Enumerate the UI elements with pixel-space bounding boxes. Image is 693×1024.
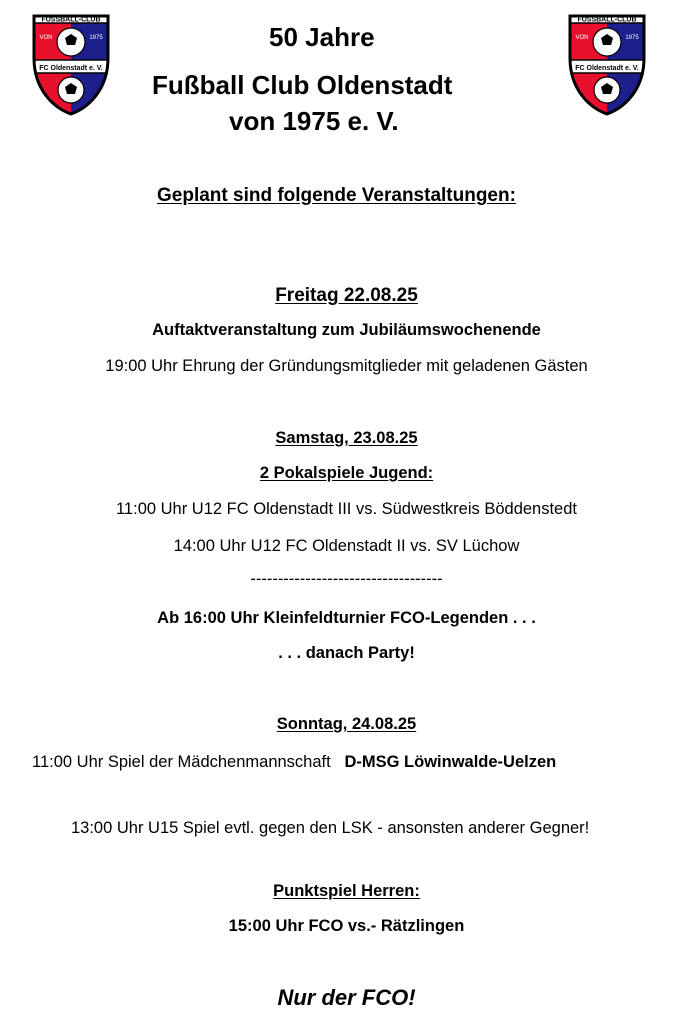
saturday-party: . . . danach Party! bbox=[278, 644, 415, 662]
club-logo-left bbox=[30, 12, 112, 118]
title-line-3: von 1975 e. V. bbox=[229, 106, 399, 136]
logo-right-text: 1975 bbox=[625, 35, 639, 41]
logo-left-text: VON bbox=[575, 35, 589, 41]
saturday-match-1: 11:00 Uhr U12 FC Oldenstadt III vs. Südwestkreis Böddenstedt bbox=[115, 500, 577, 518]
sunday-u15: 13:00 Uhr U15 Spiel evtl. gegen den LSK - ansonsten anderer Gegner! bbox=[71, 819, 590, 837]
logo-top-text: FUSSBALL-CLUB bbox=[41, 16, 101, 24]
saturday-divider: ----------------------------------- bbox=[250, 570, 443, 588]
sunday-girls-line bbox=[32, 753, 556, 772]
title-line-2: Fußball Club Oldenstadt bbox=[152, 70, 453, 100]
logo-top-text: FUSSBALL-CLUB bbox=[577, 16, 637, 24]
club-crest-icon bbox=[30, 12, 112, 118]
club-logo-right bbox=[566, 12, 648, 118]
saturday-date: Samstag, 23.08.25 bbox=[275, 429, 418, 447]
club-crest-icon bbox=[566, 12, 648, 118]
logo-band-text: FC Oldenstadt e. V. bbox=[39, 65, 103, 72]
sunday-date: Sonntag, 24.08.25 bbox=[276, 715, 417, 733]
logo-right-text: 1975 bbox=[89, 35, 103, 41]
logo-left-text: VON bbox=[39, 35, 53, 41]
friday-date: Freitag 22.08.25 bbox=[275, 285, 418, 306]
intro-heading: Geplant sind folgende Veranstaltungen: bbox=[157, 185, 516, 206]
title-line-1: 50 Jahre bbox=[269, 22, 375, 52]
logo-band-text: FC Oldenstadt e. V. bbox=[575, 65, 639, 72]
saturday-match-2: 14:00 Uhr U12 FC Oldenstadt II vs. SV Lüchow bbox=[173, 537, 520, 555]
sunday-men-match: 15:00 Uhr FCO vs.- Rätzlingen bbox=[228, 917, 465, 935]
saturday-tournament: Ab 16:00 Uhr Kleinfeldturnier FCO-Legenden . . . bbox=[157, 609, 536, 627]
footer-slogan: Nur der FCO! bbox=[277, 985, 416, 1010]
friday-line: 19:00 Uhr Ehrung der Gründungsmitglieder mit geladenen Gästen bbox=[105, 357, 588, 375]
sunday-girls-team: D-MSG Löwinwalde-Uelzen bbox=[344, 753, 557, 771]
saturday-subtitle: 2 Pokalspiele Jugend: bbox=[259, 464, 434, 482]
sunday-girls-prefix: 11:00 Uhr Spiel der Mädchenmannschaft bbox=[32, 753, 331, 771]
friday-title: Auftaktveranstaltung zum Jubiläumswochenende bbox=[152, 321, 541, 339]
sunday-men-title: Punktspiel Herren: bbox=[273, 882, 420, 900]
